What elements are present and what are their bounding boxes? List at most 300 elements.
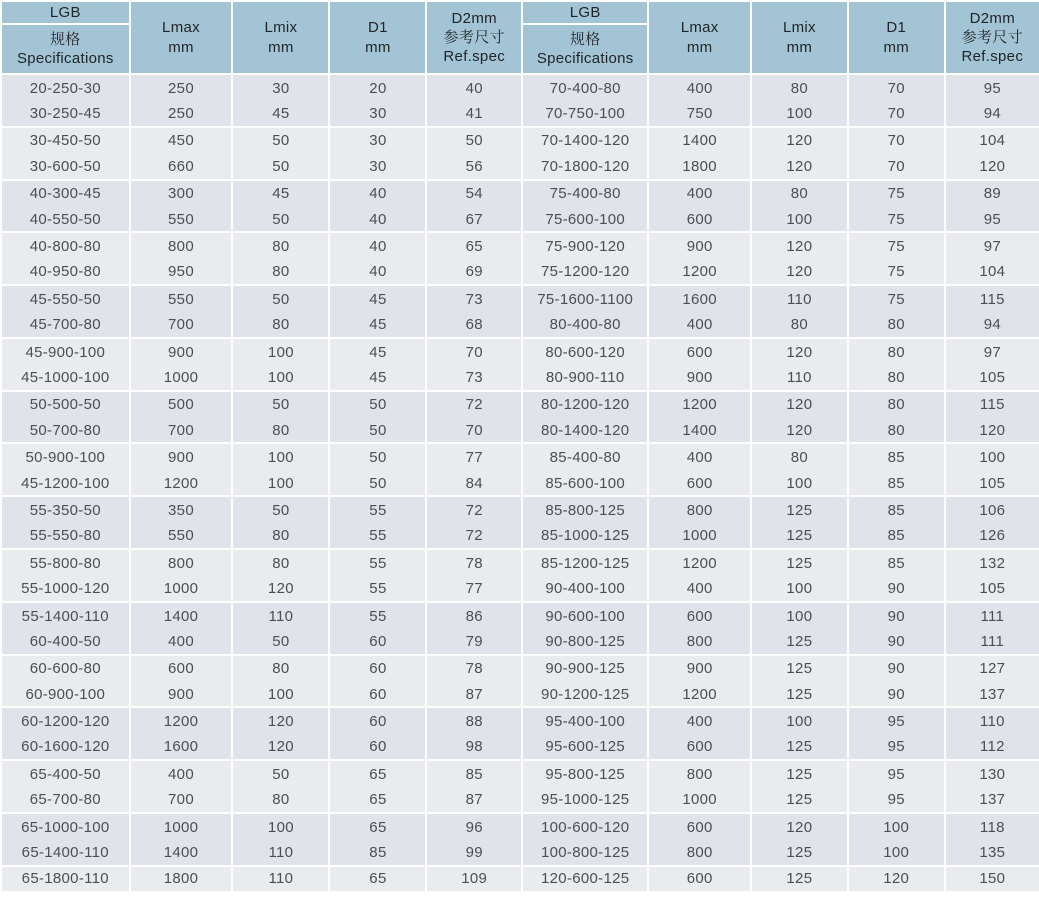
cell-d2: 70 — [425, 418, 521, 444]
cell-d1: 70 — [847, 128, 944, 154]
cell-lmix: 30 — [231, 75, 328, 101]
cell-lmix: 125 — [750, 867, 847, 893]
table-body-right — [521, 75, 1039, 893]
cell-lmix: 120 — [750, 814, 847, 840]
cell-lmax: 350 — [129, 497, 232, 523]
cell-spec: 55-550-80 — [2, 524, 129, 550]
cell-d2: 105 — [944, 365, 1039, 391]
cell-lmix: 45 — [231, 101, 328, 127]
header-lmix: Lmix mm — [231, 2, 328, 75]
table-row — [521, 233, 1039, 259]
cell-lmix: 120 — [750, 233, 847, 259]
cell-lmix: 120 — [750, 392, 847, 418]
table-row — [521, 788, 1039, 814]
cell-lmax: 700 — [129, 418, 232, 444]
cell-d2: 78 — [425, 550, 521, 576]
cell-d1: 65 — [328, 867, 425, 893]
cell-lmix: 100 — [231, 444, 328, 470]
table-row — [2, 181, 521, 207]
table-row — [521, 497, 1039, 523]
cell-lmix: 120 — [750, 339, 847, 365]
cell-d1: 65 — [328, 814, 425, 840]
cell-spec: 65-1400-110 — [2, 840, 129, 866]
table-row — [2, 761, 521, 787]
cell-lmix: 120 — [231, 708, 328, 734]
cell-lmax: 800 — [647, 761, 750, 787]
cell-spec: 100-800-125 — [521, 840, 647, 866]
cell-d2: 111 — [944, 603, 1039, 629]
cell-d2: 99 — [425, 840, 521, 866]
cell-spec: 60-600-80 — [2, 656, 129, 682]
table-row — [2, 207, 521, 233]
cell-lmix: 125 — [750, 550, 847, 576]
cell-lmax: 600 — [647, 207, 750, 233]
cell-spec: 40-800-80 — [2, 233, 129, 259]
cell-lmax: 1400 — [129, 840, 232, 866]
cell-d1: 65 — [328, 788, 425, 814]
cell-spec: 90-600-100 — [521, 603, 647, 629]
cell-spec: 75-1200-120 — [521, 260, 647, 286]
cell-d2: 65 — [425, 233, 521, 259]
cell-lmix: 125 — [750, 497, 847, 523]
cell-spec: 55-1400-110 — [2, 603, 129, 629]
cell-lmix: 80 — [231, 656, 328, 682]
cell-d1: 70 — [847, 154, 944, 180]
header-spec — [521, 2, 647, 75]
cell-spec: 95-800-125 — [521, 761, 647, 787]
cell-d1: 50 — [328, 418, 425, 444]
table-row — [521, 682, 1039, 708]
cell-d2: 70 — [425, 339, 521, 365]
cell-d2: 77 — [425, 576, 521, 602]
cell-spec: 50-500-50 — [2, 392, 129, 418]
header-d2: D2mm 参考尺寸 Ref.spec — [425, 2, 521, 75]
cell-d2: 137 — [944, 788, 1039, 814]
cell-spec: 30-600-50 — [2, 154, 129, 180]
header-lmax: Lmax mm — [647, 2, 750, 75]
cell-lmax: 800 — [129, 550, 232, 576]
cell-spec: 80-900-110 — [521, 365, 647, 391]
table-row — [2, 735, 521, 761]
cell-spec: 50-900-100 — [2, 444, 129, 470]
cell-lmax: 900 — [647, 365, 750, 391]
cell-lmix: 100 — [231, 814, 328, 840]
cell-d2: 98 — [425, 735, 521, 761]
cell-d2: 40 — [425, 75, 521, 101]
cell-d2: 72 — [425, 497, 521, 523]
cell-d1: 90 — [847, 603, 944, 629]
table-row — [2, 550, 521, 576]
header-d1: D1 mm — [847, 2, 944, 75]
cell-lmix: 50 — [231, 497, 328, 523]
cell-d1: 85 — [847, 444, 944, 470]
header-spec-en: Specifications — [16, 50, 114, 67]
cell-d1: 90 — [847, 576, 944, 602]
table-row — [2, 497, 521, 523]
cell-lmax: 600 — [647, 603, 750, 629]
cell-d2: 135 — [944, 840, 1039, 866]
cell-lmix: 50 — [231, 207, 328, 233]
cell-d2: 150 — [944, 867, 1039, 893]
cell-spec: 65-1800-110 — [2, 867, 129, 893]
cell-d1: 85 — [328, 840, 425, 866]
cell-d2: 118 — [944, 814, 1039, 840]
cell-lmax: 1200 — [647, 260, 750, 286]
cell-lmix: 120 — [750, 418, 847, 444]
cell-lmax: 800 — [647, 629, 750, 655]
cell-d2: 105 — [944, 471, 1039, 497]
cell-spec: 85-400-80 — [521, 444, 647, 470]
cell-d2: 130 — [944, 761, 1039, 787]
cell-spec: 100-600-120 — [521, 814, 647, 840]
cell-lmax: 1000 — [129, 814, 232, 840]
cell-spec: 45-900-100 — [2, 339, 129, 365]
cell-d1: 50 — [328, 444, 425, 470]
cell-d1: 60 — [328, 656, 425, 682]
cell-lmax: 1000 — [647, 524, 750, 550]
cell-d1: 90 — [847, 656, 944, 682]
cell-lmix: 120 — [750, 154, 847, 180]
cell-d1: 55 — [328, 497, 425, 523]
cell-lmax: 250 — [129, 101, 232, 127]
cell-lmax: 1000 — [129, 576, 232, 602]
cell-d2: 104 — [944, 260, 1039, 286]
table-row — [2, 154, 521, 180]
cell-lmix: 100 — [231, 471, 328, 497]
cell-d1: 95 — [847, 788, 944, 814]
cell-lmax: 400 — [647, 75, 750, 101]
cell-lmax: 550 — [129, 524, 232, 550]
cell-spec: 95-400-100 — [521, 708, 647, 734]
table-row — [521, 524, 1039, 550]
table-row — [2, 286, 521, 312]
cell-spec: 90-900-125 — [521, 656, 647, 682]
table-row — [2, 471, 521, 497]
cell-d1: 75 — [847, 286, 944, 312]
table-row — [521, 339, 1039, 365]
cell-d1: 70 — [847, 101, 944, 127]
cell-spec: 45-1000-100 — [2, 365, 129, 391]
cell-spec: 80-1200-120 — [521, 392, 647, 418]
table-row — [521, 392, 1039, 418]
cell-lmix: 80 — [231, 418, 328, 444]
table-row — [2, 128, 521, 154]
cell-lmix: 80 — [750, 444, 847, 470]
cell-d1: 30 — [328, 154, 425, 180]
cell-lmax: 400 — [647, 708, 750, 734]
cell-d1: 95 — [847, 735, 944, 761]
cell-lmax: 750 — [647, 101, 750, 127]
cell-d1: 50 — [328, 392, 425, 418]
cell-d1: 90 — [847, 682, 944, 708]
cell-d1: 75 — [847, 181, 944, 207]
cell-lmax: 600 — [647, 471, 750, 497]
cell-lmax: 550 — [129, 207, 232, 233]
cell-d2: 56 — [425, 154, 521, 180]
cell-d2: 85 — [425, 761, 521, 787]
cell-d1: 90 — [847, 629, 944, 655]
cell-d1: 60 — [328, 682, 425, 708]
cell-lmax: 600 — [647, 814, 750, 840]
cell-d2: 127 — [944, 656, 1039, 682]
table-row — [2, 365, 521, 391]
cell-lmix: 80 — [750, 181, 847, 207]
cell-spec: 55-350-50 — [2, 497, 129, 523]
table-row — [2, 814, 521, 840]
cell-lmax: 1200 — [647, 682, 750, 708]
cell-d1: 45 — [328, 365, 425, 391]
cell-lmix: 50 — [231, 629, 328, 655]
cell-d1: 45 — [328, 313, 425, 339]
cell-d2: 105 — [944, 576, 1039, 602]
cell-lmax: 600 — [647, 735, 750, 761]
cell-d1: 30 — [328, 101, 425, 127]
header-lgb-label: LGB — [523, 2, 647, 25]
table-row — [521, 313, 1039, 339]
cell-lmix: 125 — [750, 840, 847, 866]
cell-lmax: 950 — [129, 260, 232, 286]
cell-lmix: 80 — [231, 313, 328, 339]
cell-lmax: 600 — [647, 867, 750, 893]
cell-d1: 75 — [847, 260, 944, 286]
cell-d2: 120 — [944, 154, 1039, 180]
cell-d2: 41 — [425, 101, 521, 127]
cell-spec: 40-300-45 — [2, 181, 129, 207]
table-row — [2, 840, 521, 866]
cell-lmax: 400 — [647, 181, 750, 207]
cell-d1: 80 — [847, 313, 944, 339]
cell-d2: 79 — [425, 629, 521, 655]
cell-spec: 60-1600-120 — [2, 735, 129, 761]
table-row — [2, 682, 521, 708]
cell-d1: 80 — [847, 339, 944, 365]
cell-lmix: 125 — [750, 761, 847, 787]
cell-d1: 80 — [847, 418, 944, 444]
cell-lmix: 110 — [750, 365, 847, 391]
cell-lmax: 600 — [129, 656, 232, 682]
cell-d2: 87 — [425, 788, 521, 814]
table-row — [521, 365, 1039, 391]
cell-lmax: 1000 — [129, 365, 232, 391]
table-row — [521, 286, 1039, 312]
header-lmax: Lmax mm — [129, 2, 232, 75]
cell-lmix: 100 — [750, 101, 847, 127]
cell-lmax: 1000 — [647, 788, 750, 814]
cell-lmax: 400 — [647, 576, 750, 602]
cell-lmix: 80 — [231, 550, 328, 576]
cell-spec: 40-950-80 — [2, 260, 129, 286]
table-row — [2, 788, 521, 814]
table-row — [521, 101, 1039, 127]
cell-lmix: 120 — [750, 260, 847, 286]
cell-d1: 40 — [328, 181, 425, 207]
cell-d2: 115 — [944, 392, 1039, 418]
table-row — [2, 75, 521, 101]
cell-lmax: 1200 — [129, 708, 232, 734]
cell-d1: 30 — [328, 128, 425, 154]
cell-d2: 88 — [425, 708, 521, 734]
table-row — [2, 524, 521, 550]
cell-lmax: 700 — [129, 788, 232, 814]
cell-lmix: 100 — [750, 576, 847, 602]
cell-d1: 95 — [847, 708, 944, 734]
cell-d1: 85 — [847, 524, 944, 550]
cell-d2: 110 — [944, 708, 1039, 734]
cell-d2: 78 — [425, 656, 521, 682]
table-row — [521, 181, 1039, 207]
cell-lmax: 1400 — [647, 418, 750, 444]
cell-lmix: 100 — [231, 339, 328, 365]
cell-lmax: 450 — [129, 128, 232, 154]
cell-d1: 100 — [847, 840, 944, 866]
cell-d2: 94 — [944, 313, 1039, 339]
cell-d2: 67 — [425, 207, 521, 233]
header-spec-cn: 规格 — [569, 30, 601, 48]
cell-d2: 95 — [944, 207, 1039, 233]
table-row — [2, 708, 521, 734]
cell-lmax: 1400 — [129, 603, 232, 629]
cell-d2: 68 — [425, 313, 521, 339]
cell-spec: 80-600-120 — [521, 339, 647, 365]
table-row — [2, 656, 521, 682]
spec-table-left — [2, 2, 521, 893]
cell-spec: 85-1000-125 — [521, 524, 647, 550]
table-row — [521, 840, 1039, 866]
cell-lmax: 600 — [647, 339, 750, 365]
table-row — [2, 629, 521, 655]
cell-lmax: 1200 — [647, 392, 750, 418]
cell-d2: 77 — [425, 444, 521, 470]
cell-d2: 94 — [944, 101, 1039, 127]
table-row — [521, 154, 1039, 180]
cell-lmix: 125 — [750, 629, 847, 655]
table-row — [2, 339, 521, 365]
cell-lmix: 110 — [231, 603, 328, 629]
cell-d1: 85 — [847, 471, 944, 497]
spec-table-right — [521, 2, 1039, 893]
spec-table-left-panel — [2, 2, 521, 893]
cell-lmix: 110 — [231, 840, 328, 866]
cell-spec: 45-700-80 — [2, 313, 129, 339]
cell-spec: 55-1000-120 — [2, 576, 129, 602]
cell-lmix: 80 — [231, 788, 328, 814]
cell-lmix: 125 — [750, 524, 847, 550]
cell-lmix: 100 — [750, 603, 847, 629]
cell-d2: 72 — [425, 524, 521, 550]
header-spec — [2, 2, 129, 75]
cell-d2: 109 — [425, 867, 521, 893]
cell-lmax: 400 — [647, 313, 750, 339]
table-row — [521, 128, 1039, 154]
cell-lmax: 1600 — [129, 735, 232, 761]
cell-spec: 45-550-50 — [2, 286, 129, 312]
cell-d2: 96 — [425, 814, 521, 840]
cell-lmax: 800 — [647, 840, 750, 866]
header-lmix: Lmix mm — [750, 2, 847, 75]
cell-lmax: 900 — [129, 682, 232, 708]
cell-d2: 95 — [944, 75, 1039, 101]
cell-d1: 55 — [328, 524, 425, 550]
spec-table-right-panel — [521, 2, 1039, 893]
cell-lmax: 500 — [129, 392, 232, 418]
cell-lmix: 100 — [750, 708, 847, 734]
cell-spec: 60-1200-120 — [2, 708, 129, 734]
cell-spec: 50-700-80 — [2, 418, 129, 444]
cell-lmax: 400 — [129, 629, 232, 655]
table-row — [2, 233, 521, 259]
cell-lmax: 700 — [129, 313, 232, 339]
header-spec-sub — [2, 25, 129, 73]
cell-spec: 90-800-125 — [521, 629, 647, 655]
table-row — [521, 260, 1039, 286]
header-spec-sub — [523, 25, 647, 73]
cell-lmix: 80 — [750, 313, 847, 339]
cell-d2: 89 — [944, 181, 1039, 207]
cell-d2: 115 — [944, 286, 1039, 312]
cell-d1: 70 — [847, 75, 944, 101]
cell-d1: 75 — [847, 207, 944, 233]
cell-lmix: 50 — [231, 128, 328, 154]
cell-d2: 87 — [425, 682, 521, 708]
cell-spec: 120-600-125 — [521, 867, 647, 893]
cell-spec: 75-1600-1100 — [521, 286, 647, 312]
table-row — [521, 629, 1039, 655]
table-row — [521, 550, 1039, 576]
cell-d2: 86 — [425, 603, 521, 629]
cell-spec: 70-1800-120 — [521, 154, 647, 180]
header-d1: D1 mm — [328, 2, 425, 75]
cell-d2: 97 — [944, 233, 1039, 259]
cell-d2: 137 — [944, 682, 1039, 708]
cell-lmax: 400 — [129, 761, 232, 787]
cell-lmax: 1800 — [647, 154, 750, 180]
cell-d2: 111 — [944, 629, 1039, 655]
cell-spec: 80-400-80 — [521, 313, 647, 339]
cell-d2: 73 — [425, 365, 521, 391]
header-spec-en: Specifications — [536, 50, 634, 67]
table-row — [521, 576, 1039, 602]
table-row — [2, 260, 521, 286]
cell-d1: 40 — [328, 207, 425, 233]
cell-spec: 75-400-80 — [521, 181, 647, 207]
table-row — [521, 603, 1039, 629]
cell-spec: 85-600-100 — [521, 471, 647, 497]
cell-d1: 75 — [847, 233, 944, 259]
cell-lmix: 50 — [231, 154, 328, 180]
cell-lmax: 1600 — [647, 286, 750, 312]
cell-lmax: 800 — [647, 497, 750, 523]
cell-lmax: 1800 — [129, 867, 232, 893]
cell-lmix: 120 — [231, 576, 328, 602]
cell-d1: 60 — [328, 708, 425, 734]
cell-lmix: 50 — [231, 286, 328, 312]
cell-d2: 97 — [944, 339, 1039, 365]
cell-lmix: 80 — [231, 524, 328, 550]
table-row — [521, 656, 1039, 682]
table-row — [521, 708, 1039, 734]
cell-lmix: 45 — [231, 181, 328, 207]
cell-lmix: 100 — [231, 365, 328, 391]
cell-spec: 75-600-100 — [521, 207, 647, 233]
cell-d1: 20 — [328, 75, 425, 101]
cell-lmix: 125 — [750, 788, 847, 814]
table-row — [521, 761, 1039, 787]
cell-d2: 100 — [944, 444, 1039, 470]
cell-lmax: 250 — [129, 75, 232, 101]
cell-d2: 106 — [944, 497, 1039, 523]
cell-d1: 85 — [847, 497, 944, 523]
table-row — [2, 576, 521, 602]
